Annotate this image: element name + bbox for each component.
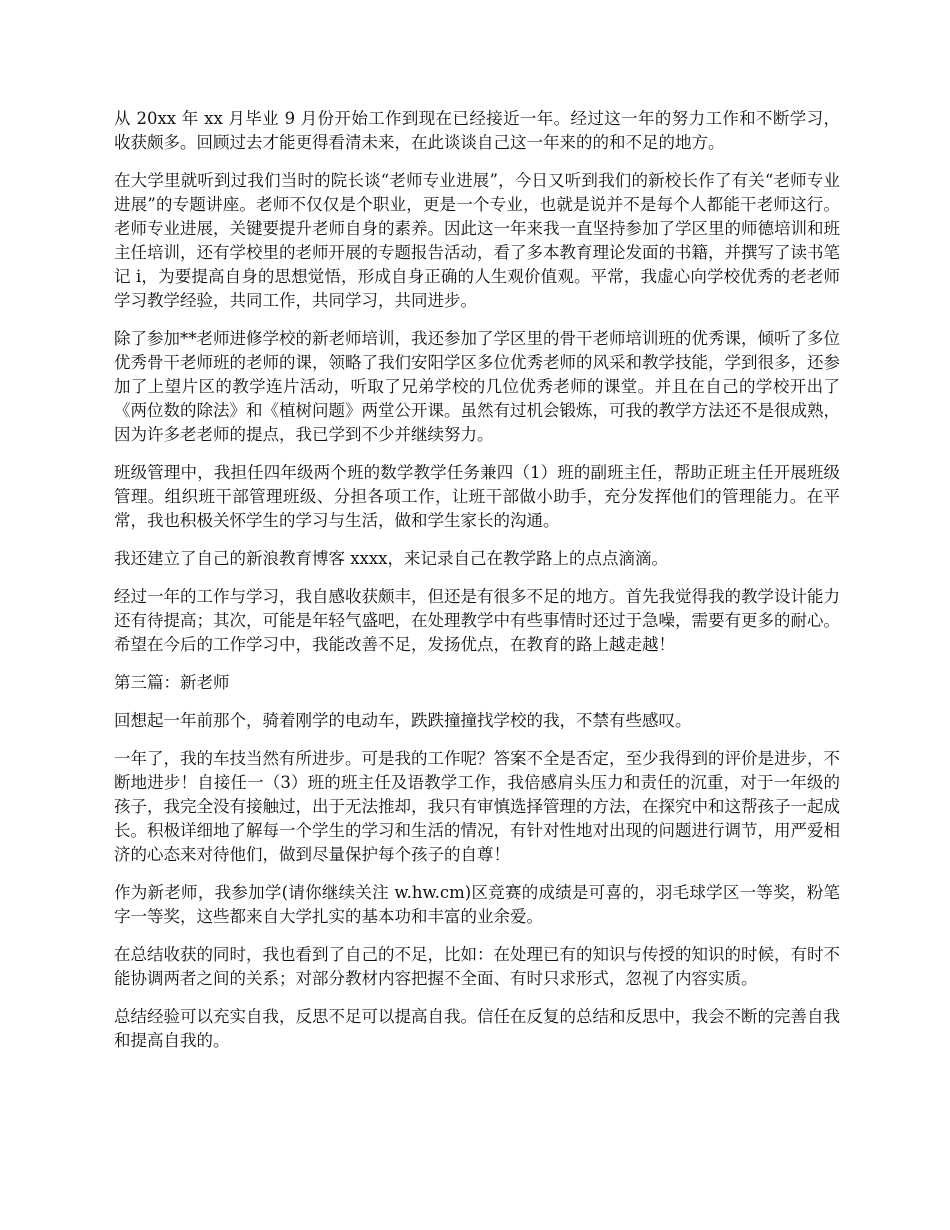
paragraph: 回想起一年前那个，骑着刚学的电动车，跌跌撞撞找学校的我，不禁有些感叹。: [114, 711, 692, 730]
paragraph: 我还建立了自己的新浪教育博客 xxxx，来记录自己在教学路上的点点滴滴。: [114, 549, 668, 568]
paragraph: 班级管理中，我担任四年级两个班的数学教学任务兼四（1）班的副班主任，帮助正班主任开展班级管理。组织班干部管理班级、分担各项工作，让班干部做小助手，充分发挥他们的管理能力。在平常，我也积极关怀学生的学习与生活，做和学生家长的沟通。: [114, 463, 840, 530]
paragraph: 总结经验可以充实自我，反思不足可以提高自我。信任在反复的总结和反思中，我会不断的完善自我和提高自我的。: [114, 1007, 840, 1050]
paragraph: 一年了，我的车技当然有所进步。可是我的工作呢？答案不全是否定，至少我得到的评价是进步，不断地进步！自接任一（3）班的班主任及语教学工作，我倍感肩头压力和责任的沉重，对于一年级的孩子，我完全没有接触过，出于无法推却，我只有审慎选择管理的方法，在探究中和这帮孩子一起成长。积极详细地了解每一个学生的学习和生活的情况，有针对性地对出现的问题进行调节，用严爱相济的心态来对待他们，做到尽量保护每个孩子的自尊！: [114, 749, 840, 864]
paragraph: 经过一年的工作与学习，我自感收获颇丰，但还是有很多不足的地方。首先我觉得我的教学设计能力还有待提高；其次，可能是年轻气盛吧，在处理教学中有些事情时还过于急噪，需要有更多的耐心。希望在今后的工作学习中，我能改善不足，发扬优点，在教育的路上越走越！: [114, 587, 840, 654]
paragraph: 从 20xx 年 xx 月毕业 9 月份开始工作到现在已经接近一年。经过这一年的努力工作和不断学习，收获颇多。回顾过去才能更得看清未来，在此谈谈自己这一年来的的和不足的地方。: [114, 109, 840, 152]
paragraph: 在大学里就听到过我们当时的院长谈“老师专业进展”，今日又听到我们的新校长作了有关“老师专业进展”的专题讲座。老师不仅仅是个职业，更是一个专业，也就是说并不是每个人都能干老师这行。老师专业进展，关键要提升老师自身的素养。因此这一年来我一直坚持参加了学区里的师德培训和班主任培训，还有学校里的老师开展的专题报告活动，看了多本教育理论发面的书籍，并撰写了读书笔记 i，为要提高自身的思想觉悟，形成自身正确的人生观价值观。平常，我虚心向学校优秀的老老师学习教学经验，共同工作，共同学习，共同进步。: [114, 171, 840, 310]
document-body: [114, 107, 840, 1067]
paragraph: 作为新老师，我参加学(请你继续关注 w.hw.cm)区竞赛的成绩是可喜的，羽毛球学区一等奖，粉笔字一等奖，这些都来自大学扎实的基本功和丰富的业余爱。: [114, 883, 840, 926]
section-heading: 第三篇：新老师: [114, 673, 230, 692]
paragraph: 在总结收获的同时，我也看到了自己的不足，比如：在处理已有的知识与传授的知识的时候，有时不能协调两者之间的关系；对部分教材内容把握不全面、有时只求形式，忽视了内容实质。: [114, 945, 840, 988]
paragraph: 除了参加**老师进修学校的新老师培训，我还参加了学区里的骨干老师培训班的优秀课，倾听了多位优秀骨干老师班的老师的课，领略了我们安阳学区多位优秀老师的风采和教学技能，学到很多，还参加了上望片区的教学连片活动，听取了兄弟学校的几位优秀老师的课堂。并且在自己的学校开出了《两位数的除法》和《植树问题》两堂公开课。虽然有过机会锻炼，可我的教学方法还不是很成熟，因为许多老老师的提点，我已学到不少并继续努力。: [114, 329, 840, 444]
